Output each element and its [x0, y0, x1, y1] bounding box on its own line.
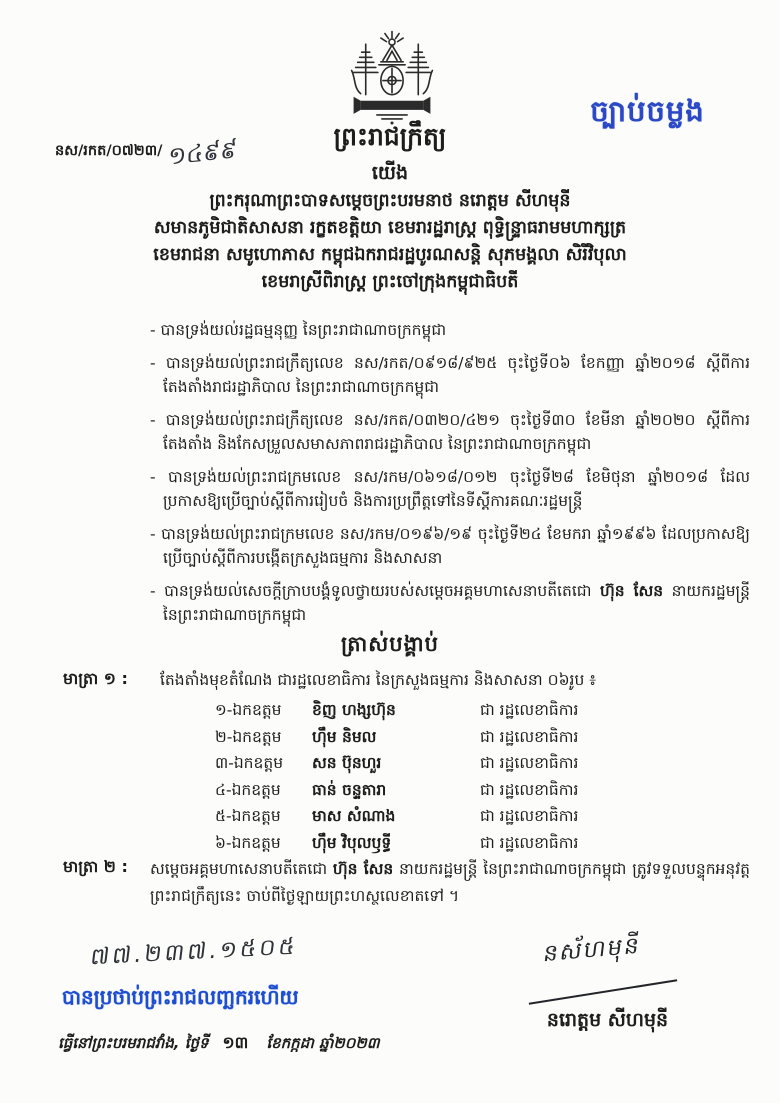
appointee-index: ៥-ឯកឧត្តម: [215, 807, 281, 825]
appointee-name: ហ៊ឹម វិបុលឫទ្ធី: [312, 833, 392, 852]
preamble-item: - បានទ្រង់យល់ព្រះរាជក្រមលេខ នស/រកម/០១៩៦/១៩ ចុះថ្ងៃទី២៤ ខែមករា ឆ្នាំ១៩៩៦ ដែលប្រកាសឱ្យប្រើច្បាប់ស្តីពីការបង្កើតក្រសួងធម្មការ និងសាសនា: [150, 524, 750, 567]
preamble-item: - បានទ្រង់យល់ព្រះរាជក្រឹត្យលេខ នស/រកត/០៣២០/៤២១ ចុះថ្ងៃទី៣០ ខែមីនា ឆ្នាំ២០២០ ស្តីពីការតែងតាំង និងកែសម្រួលសមាសភាពរាជរដ្ឋាភិបាល នៃព្រះរាជាណាចក្រកម្ពុជា: [150, 410, 750, 453]
appointee-name: ខិញ ហង្សហ៊ុន: [312, 701, 396, 719]
appointee-role: ជា រដ្ឋលេខាធិការ: [480, 807, 579, 825]
appointee-index: ៦-ឯកឧត្តម: [215, 833, 281, 852]
article-1-text: តែងតាំងមុខតំណែង ជារដ្ឋលេខាធិការ នៃក្រសួងធម្មការ និងសាសនា ០៦រូប ៖: [160, 671, 597, 689]
appointee-role: ជា រដ្ឋលេខាធិការ: [480, 727, 579, 746]
appointee-row: [0, 806, 780, 833]
order-heading: ត្រាស់បង្គាប់: [341, 632, 439, 656]
appointee-role: ជា រដ្ឋលេខាធិការ: [480, 833, 579, 852]
registry-number-handwritten: ៧៧.២៣៧.១៥០៥: [88, 933, 300, 971]
appointee-role: ជា រដ្ឋលេខាធិការ: [480, 754, 579, 772]
place-date-prefix: ធ្វើនៅព្រះបរមរាជវាំង, ថ្ងៃទី: [58, 1034, 209, 1052]
bullet-dash: -: [150, 467, 156, 486]
appointee-name: ធាន់ ចន្ទតារា: [312, 780, 387, 799]
reference-prefix: នស/រកត/០៧២៣/: [55, 143, 163, 159]
royal-title-line: ខេមរាស្រីពិរាស្ត្រ ព្រះចៅក្រុងកម្ពុជាធិបតី: [261, 272, 519, 292]
royal-we: យើង: [371, 162, 409, 184]
appointee-name: ហ៊ឹម និមល: [312, 727, 377, 746]
royal-title-line: ខេមរាជនា សមូហោភាស កម្ពុជឯករាជរដ្ឋបូរណសន្តិ សុភមង្គលា សិរីវិបុលា: [153, 245, 627, 265]
king-name: នរោត្តម សីហមុនី: [546, 1009, 669, 1031]
appointee-index: ៤-ឯកឧត្តម: [215, 780, 281, 799]
date-month-year: ខែកក្កដា ឆ្នាំ២០២៣: [266, 1034, 380, 1052]
royal-emblem-icon: [346, 30, 438, 126]
preamble-list: [150, 318, 750, 636]
appointee-row: [0, 700, 780, 727]
certified-copy-stamp: ច្បាប់ចម្លង: [590, 94, 705, 128]
preamble-item: - បានទ្រង់យល់ព្រះរាជក្រឹត្យលេខ នស/រកត/០៩១៨/៩២៥ ចុះថ្ងៃទី០៦ ខែកញ្ញា ឆ្នាំ២០១៨ ស្តីពីការតែងតាំងរាជរដ្ឋាភិបាល នៃព្រះរាជាណាចក្រកម្ពុជា: [150, 353, 750, 396]
pm-name: ហ៊ុន សែន: [600, 581, 664, 600]
preamble-item: - បានទ្រង់យល់រដ្ឋធម្មនុញ្ញ នៃព្រះរាជាណាចក្រកម្ពុជា: [150, 321, 447, 339]
appointee-index: ៣-ឯកឧត្តម: [215, 754, 284, 772]
place-date-line: [58, 1032, 380, 1056]
bullet-dash: -: [150, 321, 156, 339]
appointee-role: ជា រដ្ឋលេខាធិការ: [480, 780, 579, 799]
appointee-role: ជា រដ្ឋលេខាធិការ: [480, 701, 579, 719]
appointee-name: មាស សំណាង: [312, 807, 396, 825]
bullet-dash: -: [150, 410, 156, 429]
royal-titles-block: [0, 188, 780, 296]
document-title: ព្រះរាជក្រឹត្យ: [333, 122, 447, 151]
pm-name: ហ៊ុន សែន: [332, 860, 394, 878]
appointee-name: សន ប៊ុនហួរ: [312, 754, 382, 772]
appointee-index: ១-ឯកឧត្តម: [215, 701, 282, 719]
king-signature: នស័ហមុនី: [541, 932, 643, 968]
appointee-row: [0, 780, 780, 807]
royal-seal-note: បានប្រថាប់ព្រះរាជលញ្ឆករហើយ: [62, 985, 299, 1009]
appointee-index: ២-ឯកឧត្តម: [215, 727, 282, 746]
bullet-dash: -: [150, 353, 156, 372]
appointee-row: [0, 753, 780, 780]
reference-handwritten-number: ១៤៩៩: [168, 135, 238, 171]
date-day: ១៣: [222, 1033, 249, 1052]
appointee-row: [0, 727, 780, 754]
article-2-text: សម្តេចអគ្គមហាសេនាបតីតេជោ ហ៊ុន សែន នាយករដ្ឋមន្ត្រី នៃព្រះរាជាណាចក្រកម្ពុជា ត្រូវទទួលបន្ទុកអនុវត្តព្រះរាជក្រឹត្យនេះ ចាប់ពីថ្ងៃឡាយព្រះហស្ថលេខាតទៅ ។: [150, 860, 750, 905]
preamble-item: - បានទ្រង់យល់សេចក្តីក្រាបបង្គំទូលថ្វាយរបស់សម្តេចអគ្គមហាសេនាបតីតេជោ ហ៊ុន សែន នាយករដ្ឋមន្ត្រី នៃព្រះរាជាណាចក្រកម្ពុជា: [150, 581, 751, 624]
royal-title-line: ព្រះករុណាព្រះបាទសម្តេចព្រះបរមនាថ នរោត្តម សីហមុនី: [209, 191, 571, 211]
king-signature-underline: [529, 979, 677, 1004]
article-2-label: មាត្រា ២ :: [63, 857, 128, 876]
appointee-list: [0, 700, 780, 859]
royal-title-line: សមានភូមិជាតិសាសនា រក្ខតខត្តិយា ខេមរារដ្ឋរាស្ត្រ ពុទ្ធិន្ទ្រាធរាមមហាក្សត្រ: [153, 218, 627, 238]
article-1-label: មាត្រា ១ :: [63, 669, 128, 688]
preamble-item: - បានទ្រង់យល់ព្រះរាជក្រមលេខ នស/រកម/០៦១៨/០១២ ចុះថ្ងៃទី២៨ ខែមិថុនា ឆ្នាំ២០១៨ ដែលប្រកាសឱ្យប្រើច្បាប់ស្តីពីការរៀបចំ និងការប្រព្រឹត្តទៅនៃទីស្តីការគណៈរដ្ឋមន្ត្រី: [150, 467, 750, 510]
bullet-dash: -: [150, 524, 156, 543]
bullet-dash: -: [150, 581, 156, 600]
